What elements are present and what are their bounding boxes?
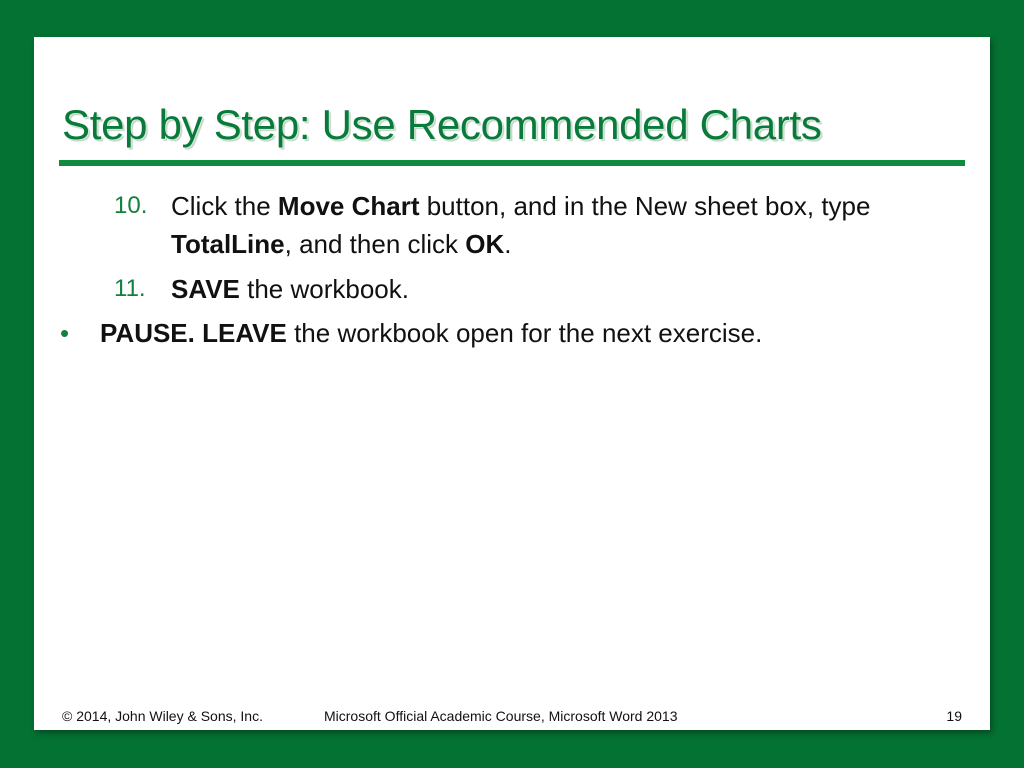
step-text-part: the workbook. [239,274,409,304]
title-underline [59,160,965,166]
footer-course: Microsoft Official Academic Course, Microsoft Word 2013 [324,708,678,724]
step-text-part: button, and in the New sheet box, type [419,191,871,221]
step-text [114,187,954,263]
page-number: 19 [946,708,962,724]
slide [34,37,990,730]
step-number: 10. [114,192,148,219]
numbered-step-11 [114,270,954,308]
pause-leave-bold-text: PAUSE. LEAVE [100,318,287,348]
totalline-bold-text: TotalLine [171,229,285,259]
slide-footer [34,707,990,725]
step-text-part: , and then click [284,229,466,259]
step-text [114,270,954,308]
footer-copyright: © 2014, John Wiley & Sons, Inc. [62,708,263,724]
bullet-icon: • [60,318,70,348]
bullet-text [60,314,960,352]
step-number: 11. [114,275,146,302]
move-chart-bold-text: Move Chart [277,191,420,221]
step-text-part: Click the [171,191,278,221]
step-text-part: . [504,229,512,259]
numbered-step-10 [114,187,954,263]
bullet-item [60,314,960,352]
save-bold-text: SAVE [171,274,240,304]
slide-title: Step by Step: Use Recommended Charts [62,101,822,148]
ok-bold-text: OK [465,229,505,259]
bullet-text-part: the workbook open for the next exercise. [286,318,763,348]
